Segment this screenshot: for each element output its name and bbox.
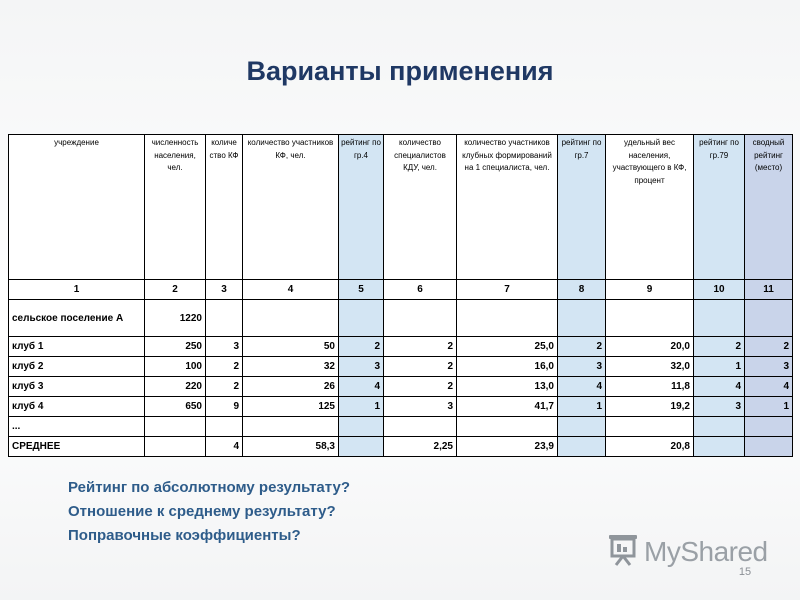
header-cell: количество участников КФ, чел.	[243, 135, 339, 280]
table-cell: 25,0	[457, 337, 558, 357]
table-row	[9, 357, 793, 377]
table-cell: 20,0	[606, 337, 694, 357]
table-cell	[206, 300, 243, 337]
table-cell: 3	[206, 337, 243, 357]
table-cell: 58,3	[243, 437, 339, 457]
table-cell: 9	[206, 397, 243, 417]
table-cell: сельское поселение А	[9, 300, 145, 337]
table-cell: 1220	[145, 300, 206, 337]
column-number: 2	[145, 280, 206, 300]
column-number: 4	[243, 280, 339, 300]
table-cell: 220	[145, 377, 206, 397]
table-cell: 3	[694, 397, 745, 417]
column-number-row	[9, 280, 793, 300]
table-cell	[457, 300, 558, 337]
column-number: 5	[339, 280, 384, 300]
table-cell	[243, 300, 339, 337]
column-number: 3	[206, 280, 243, 300]
table-cell: 41,7	[457, 397, 558, 417]
questions-list	[68, 476, 350, 548]
table-cell	[694, 300, 745, 337]
table-cell: клуб 1	[9, 337, 145, 357]
table-cell: 50	[243, 337, 339, 357]
table-cell: 26	[243, 377, 339, 397]
table-cell: 3	[339, 357, 384, 377]
table-cell	[339, 437, 384, 457]
table-cell: 2	[558, 337, 606, 357]
column-number: 9	[606, 280, 694, 300]
header-cell: учреждение	[9, 135, 145, 280]
table-cell	[558, 300, 606, 337]
table-cell	[558, 437, 606, 457]
header-cell: рейтинг по гр.7	[558, 135, 606, 280]
table-cell: 4	[339, 377, 384, 397]
table-cell: 2	[384, 337, 457, 357]
table-cell	[384, 417, 457, 437]
table-cell: 32	[243, 357, 339, 377]
table-cell: 2	[206, 377, 243, 397]
header-cell: рейтинг по гр.79	[694, 135, 745, 280]
table-cell	[339, 300, 384, 337]
slide-title: Варианты применения	[246, 56, 554, 86]
table-cell: 1	[694, 357, 745, 377]
table-cell: 4	[558, 377, 606, 397]
table-row	[9, 417, 793, 437]
table-cell: ...	[9, 417, 145, 437]
data-table	[8, 134, 793, 457]
table-cell: 3	[558, 357, 606, 377]
table-cell	[243, 417, 339, 437]
table-cell	[606, 300, 694, 337]
table-row	[9, 300, 793, 337]
logo-text: MyShared	[644, 536, 768, 567]
table-cell: 20,8	[606, 437, 694, 457]
table-cell: 1	[339, 397, 384, 417]
header-cell: рейтинг по гр.4	[339, 135, 384, 280]
column-number: 1	[9, 280, 145, 300]
header-cell: сводный рейтинг (место)	[745, 135, 793, 280]
presentation-board-icon	[606, 533, 640, 572]
table-cell: 11,8	[606, 377, 694, 397]
table-cell	[339, 417, 384, 437]
header-cell: удельный вес населения, участвующего в КФ, процент	[606, 135, 694, 280]
column-number: 10	[694, 280, 745, 300]
table-cell	[694, 417, 745, 437]
table-cell: 13,0	[457, 377, 558, 397]
column-number: 7	[457, 280, 558, 300]
table-cell	[206, 417, 243, 437]
table-cell: 2,25	[384, 437, 457, 457]
table-cell: 250	[145, 337, 206, 357]
table-cell: 4	[206, 437, 243, 457]
header-cell: количество участников клубных формирований на 1 специалиста, чел.	[457, 135, 558, 280]
table-cell: 650	[145, 397, 206, 417]
header-cell: количе ство КФ	[206, 135, 243, 280]
table-cell	[145, 437, 206, 457]
column-number: 11	[745, 280, 793, 300]
table-cell: 16,0	[457, 357, 558, 377]
column-number: 8	[558, 280, 606, 300]
table-cell	[457, 417, 558, 437]
table-cell: 2	[745, 337, 793, 357]
table-cell	[558, 417, 606, 437]
table-cell	[745, 437, 793, 457]
table-cell: клуб 3	[9, 377, 145, 397]
table-cell: 32,0	[606, 357, 694, 377]
question-item: Рейтинг по абсолютному результату?	[68, 479, 350, 496]
table-cell: 23,9	[457, 437, 558, 457]
table-cell	[745, 417, 793, 437]
page-number: 15	[738, 566, 752, 578]
question-item: Отношение к среднему результату?	[68, 503, 336, 520]
table-cell: 125	[243, 397, 339, 417]
table-cell: 100	[145, 357, 206, 377]
table-cell: 1	[558, 397, 606, 417]
table-cell	[745, 300, 793, 337]
table-row	[9, 437, 793, 457]
question-item: Поправочные коэффициенты?	[68, 527, 301, 544]
header-cell: численность населения, чел.	[145, 135, 206, 280]
table-cell	[606, 417, 694, 437]
table-cell: СРЕДНЕЕ	[9, 437, 145, 457]
table-cell: клуб 2	[9, 357, 145, 377]
table-cell: 4	[745, 377, 793, 397]
table-cell: 2	[384, 357, 457, 377]
column-number: 6	[384, 280, 457, 300]
table-cell: 2	[384, 377, 457, 397]
table-cell: клуб 4	[9, 397, 145, 417]
table-row	[9, 377, 793, 397]
table-cell: 2	[206, 357, 243, 377]
table-cell: 3	[384, 397, 457, 417]
table-cell: 3	[745, 357, 793, 377]
table-cell: 1	[745, 397, 793, 417]
table-cell: 2	[694, 337, 745, 357]
table-cell: 4	[694, 377, 745, 397]
table-cell: 2	[339, 337, 384, 357]
table-row	[9, 337, 793, 357]
table-cell: 19,2	[606, 397, 694, 417]
table-cell	[694, 437, 745, 457]
table-row	[9, 397, 793, 417]
table-cell	[384, 300, 457, 337]
table-cell	[145, 417, 206, 437]
header-cell: количество специалистов КДУ, чел.	[384, 135, 457, 280]
header-row	[9, 135, 793, 280]
